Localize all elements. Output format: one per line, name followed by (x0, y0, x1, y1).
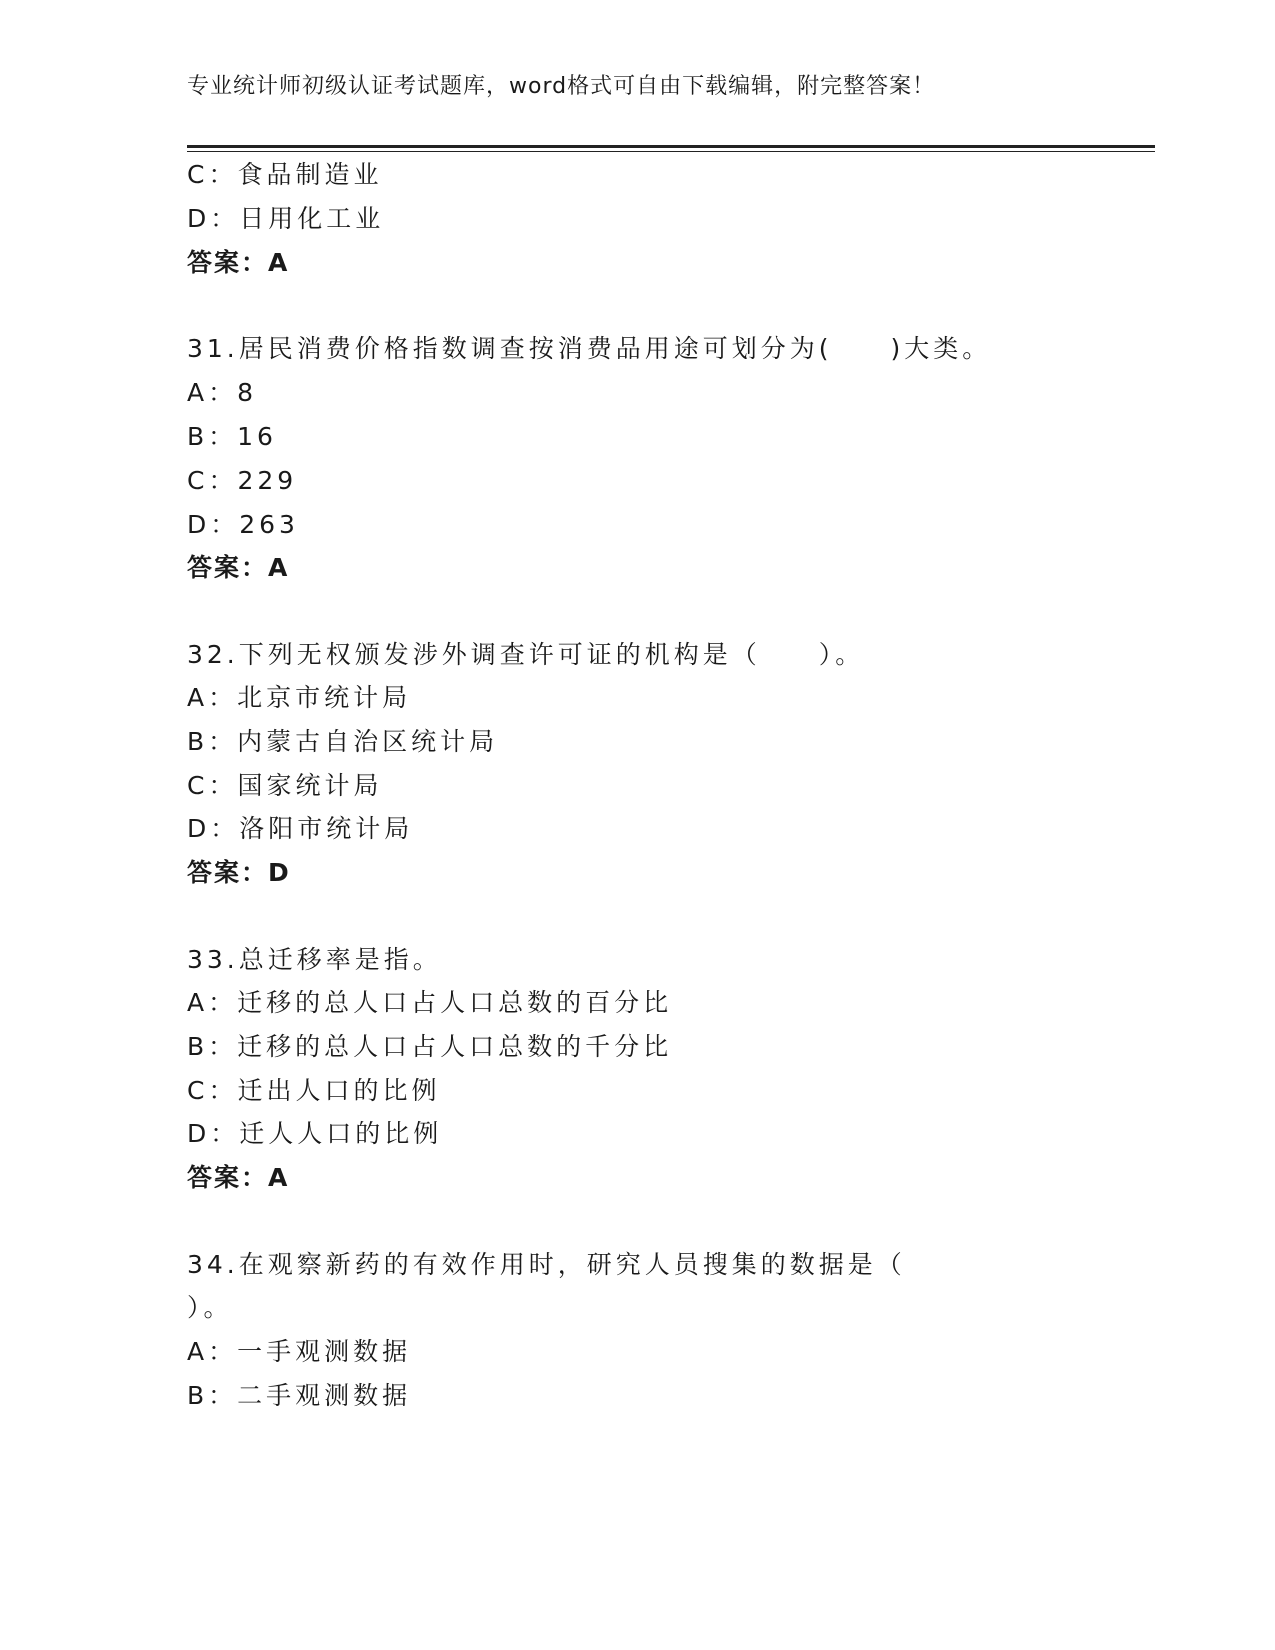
question-34-line1: 34.在观察新药的有效作用时，研究人员搜集的数据是（ (187, 1250, 906, 1279)
option-d-q32: D：洛阳市统计局 (187, 814, 414, 843)
page-header: 专业统计师初级认证考试题库，word格式可自由下载编辑，附完整答案！ (187, 74, 936, 99)
answer-q33: 答案：A (187, 1163, 290, 1192)
question-33: 33.总迁移率是指。 (187, 945, 442, 974)
option-a-q31: A：8 (187, 378, 258, 407)
question-32: 32.下列无权颁发涉外调查许可证的机构是（ ）。 (187, 640, 865, 669)
option-d-q30: D：日用化工业 (187, 204, 385, 233)
option-c-q30: C：食品制造业 (187, 160, 383, 189)
option-d-q31: D：263 (187, 510, 299, 539)
answer-q32: 答案：D (187, 858, 291, 887)
answer-q30: 答案：A (187, 248, 290, 277)
option-c-q31: C：229 (187, 466, 298, 495)
answer-q31: 答案：A (187, 553, 290, 582)
header-rule-thick (187, 145, 1155, 148)
option-d-q33: D：迁人人口的比例 (187, 1119, 443, 1148)
option-b-q32: B：内蒙古自治区统计局 (187, 727, 499, 756)
option-a-q32: A：北京市统计局 (187, 683, 412, 712)
option-b-q33: B：迁移的总人口占人口总数的千分比 (187, 1032, 673, 1061)
option-c-q33: C：迁出人口的比例 (187, 1076, 441, 1105)
option-b-q34: B：二手观测数据 (187, 1381, 412, 1410)
option-b-q31: B：16 (187, 422, 277, 451)
option-a-q33: A：迁移的总人口占人口总数的百分比 (187, 988, 673, 1017)
question-31: 31.居民消费价格指数调查按消费品用途可划分为( )大类。 (187, 334, 992, 363)
option-a-q34: A：一手观测数据 (187, 1337, 412, 1366)
question-34-line2: ）。 (187, 1293, 233, 1322)
header-rule-thin (187, 151, 1155, 152)
option-c-q32: C：国家统计局 (187, 771, 383, 800)
